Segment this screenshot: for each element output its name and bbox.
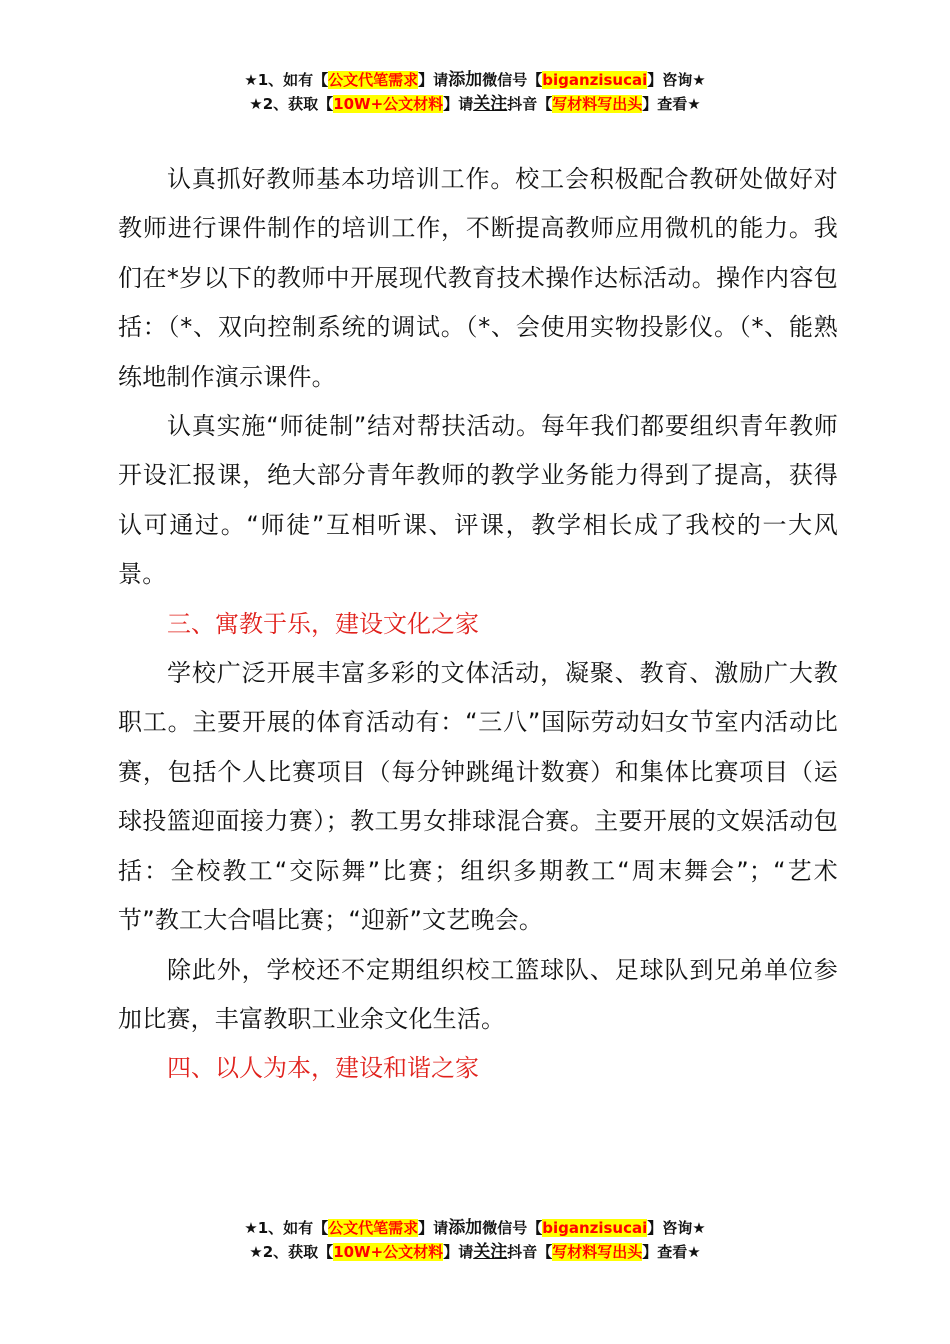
highlight-douyin-account: 写材料写出头	[552, 95, 643, 113]
highlight-materials: 10W+公文材料	[333, 1243, 444, 1261]
highlight-wechat-id: biganzisucai	[542, 1219, 648, 1237]
banner-emphasis: 关注	[473, 1242, 508, 1262]
highlight-materials: 10W+公文材料	[333, 95, 444, 113]
header-banner	[0, 68, 950, 116]
paragraph-mentorship: 认真实施“师徒制”结对帮扶活动。每年我们都要组织青年教师开设汇报课，绝大部分青年教师的教学业务能力得到了提高，获得认可通过。“师徒”互相听课、评课，教学相长成了我校的一大风景。	[118, 412, 838, 589]
banner-text: 】咨询★	[647, 71, 706, 89]
banner-text: 微信号【	[482, 1219, 543, 1237]
banner-emphasis: 添加	[448, 1218, 483, 1238]
banner-line-1	[0, 68, 950, 92]
paragraph-external-games: 除此外，学校还不定期组织校工篮球队、足球队到兄弟单位参加比赛，丰富教职工业余文化生活。	[118, 955, 838, 1033]
footer-banner	[0, 1216, 950, 1264]
banner-text: ★1、如有【	[244, 71, 329, 89]
banner-text: 】请	[418, 71, 449, 89]
banner-text: 】查看★	[642, 95, 701, 113]
banner-emphasis: 关注	[473, 94, 508, 114]
banner-text: 】咨询★	[647, 1219, 706, 1237]
banner-text: ★2、获取【	[249, 95, 334, 113]
banner-text: 微信号【	[482, 71, 543, 89]
banner-text: 】请	[443, 1243, 474, 1261]
banner-text: ★2、获取【	[249, 1243, 334, 1261]
banner-line-1	[0, 1216, 950, 1240]
banner-text: 】请	[418, 1219, 449, 1237]
document-body	[118, 155, 838, 1094]
banner-text: 抖音【	[507, 1243, 553, 1261]
section-heading-harmony: 四、以人为本，建设和谐之家	[167, 1054, 479, 1083]
highlight-service: 公文代笔需求	[328, 71, 419, 89]
paragraph-teacher-training: 认真抓好教师基本功培训工作。校工会积极配合教研处做好对教师进行课件制作的培训工作，不断提高教师应用微机的能力。我们在*岁以下的教师中开展现代教育技术操作达标活动。操作内容包括：（*、双向控制系统的调试。（*、会使用实物投影仪。（*、能熟练地制作演示课件。	[118, 165, 838, 391]
banner-line-2	[0, 1240, 950, 1264]
banner-emphasis: 添加	[448, 70, 483, 90]
banner-text: 】查看★	[642, 1243, 701, 1261]
banner-text: 】请	[443, 95, 474, 113]
banner-text: ★1、如有【	[244, 1219, 329, 1237]
highlight-douyin-account: 写材料写出头	[552, 1243, 643, 1261]
section-heading-culture: 三、寓教于乐，建设文化之家	[167, 609, 479, 638]
highlight-service: 公文代笔需求	[328, 1219, 419, 1237]
highlight-wechat-id: biganzisucai	[542, 71, 648, 89]
banner-line-2	[0, 92, 950, 116]
banner-text: 抖音【	[507, 95, 553, 113]
paragraph-activities: 学校广泛开展丰富多彩的文体活动，凝聚、教育、激励广大教职工。主要开展的体育活动有：“三八”国际劳动妇女节室内活动比赛，包括个人比赛项目（每分钟跳绳计数赛）和集体比赛项目（运球投篮迎面接力赛）；教工男女排球混合赛。主要开展的文娱活动包括：全校教工“交际舞”比赛；组织多期教工“周末舞会”；“艺术节”教工大合唱比赛；“迎新”文艺晚会。	[118, 659, 838, 935]
